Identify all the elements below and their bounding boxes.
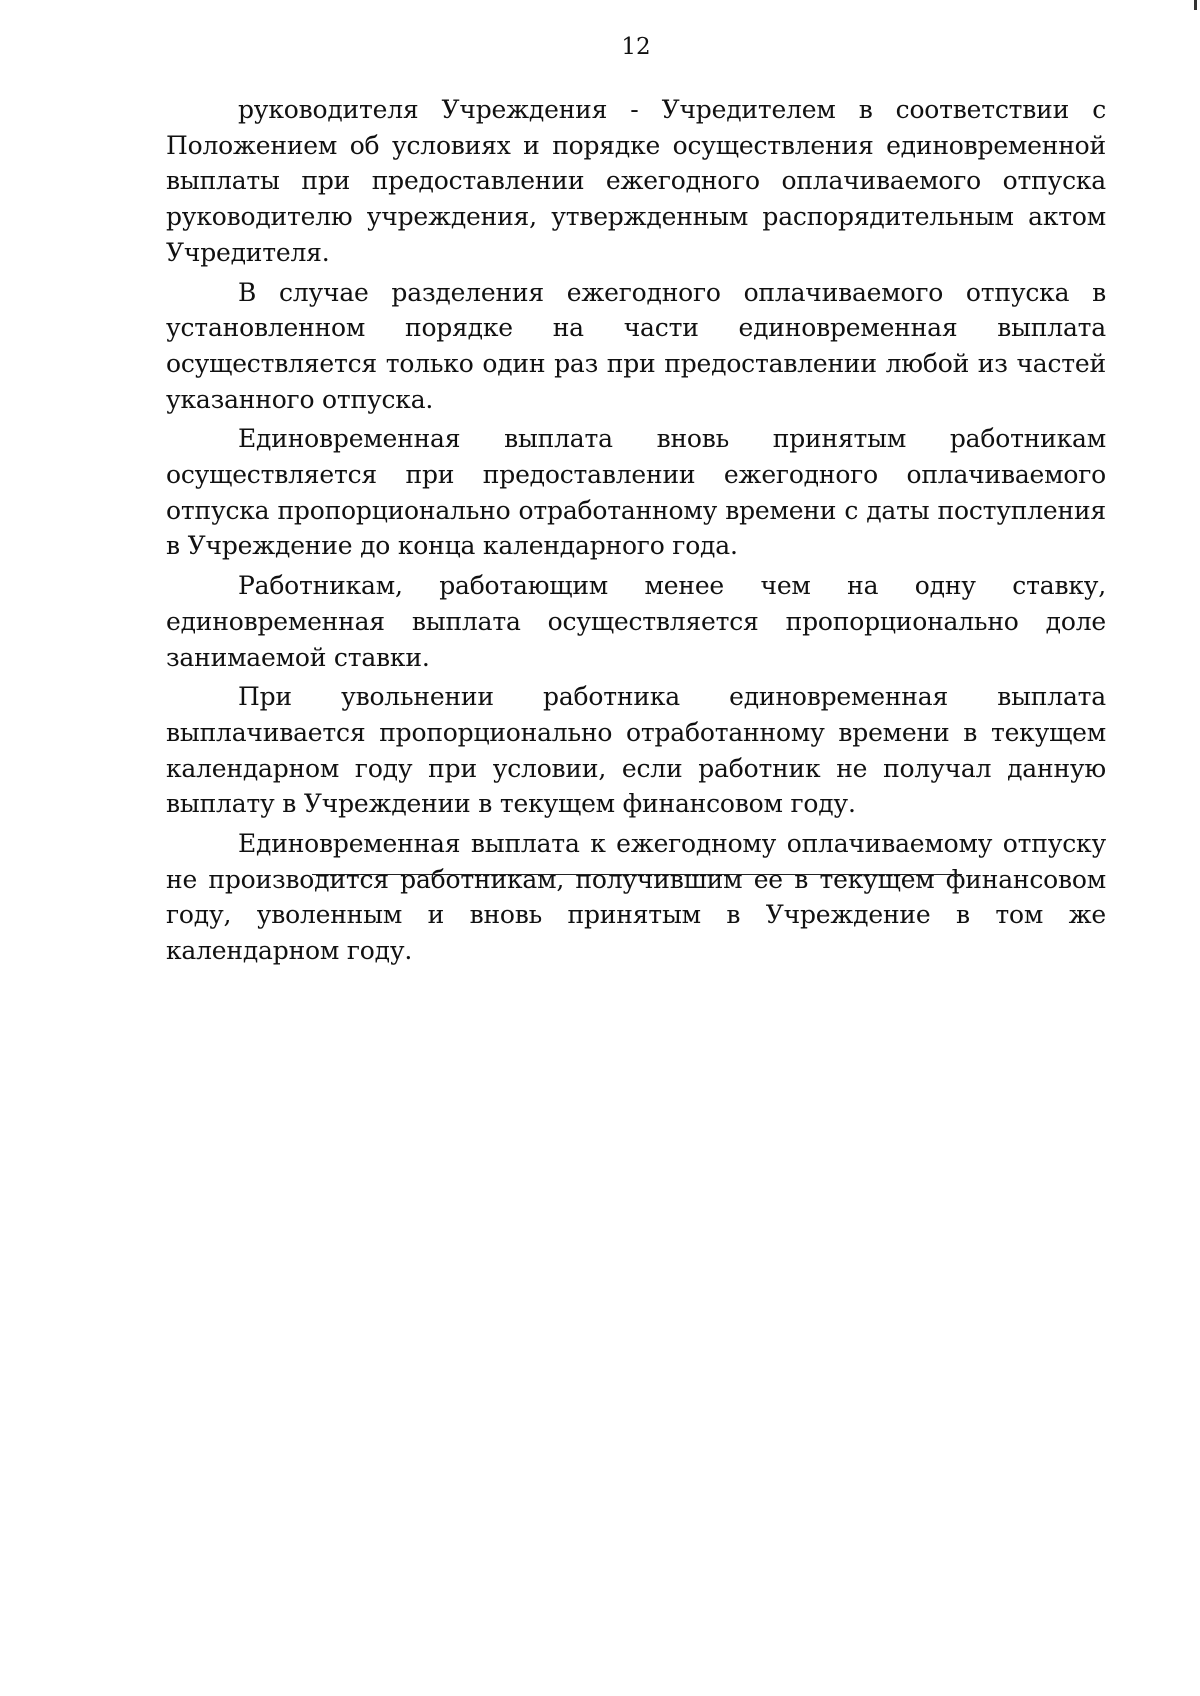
paragraph-part-time: Работникам, работающим менее чем на одну ставку, единовременная выплата осуществляется пропорционально доле занимаемой ставки. [166, 571, 1106, 672]
paragraph-dismissal: При увольнении работника единовременная выплата выплачивается пропорционально отработанному времени в текущем календарном году при условии, если работник не получал данную выплату в Учреждении в текущем финансовом году. [166, 682, 1106, 819]
paragraph-split-leave: В случае разделения ежегодного оплачиваемого отпуска в установленном порядке на части единовременная выплата осуществляется только один раз при предоставлении любой из частей указанного отпуска. [166, 277, 1106, 414]
end-of-document-rule [312, 874, 962, 875]
page-number: 12 [621, 34, 651, 60]
scan-edge-mark [1194, 0, 1197, 10]
paragraph-new-employees: Единовременная выплата вновь принятым работникам осуществляется при предоставлении ежегодного оплачиваемого отпуска пропорционально отработанному времени с даты поступления в Учреждение до конца календарного года. [166, 424, 1106, 561]
paragraph-not-paid: Единовременная выплата к ежегодному оплачиваемому отпуску не производится работникам, получившим ее в текущем финансовом году, уволенным и вновь принятым в Учреждение в том же календарном году. [166, 829, 1106, 966]
document-body [166, 92, 1106, 973]
paragraph-continuation: руководителя Учреждения - Учредителем в соответствии с Положением об условиях и порядке осуществления единовременной выплаты при предоставлении ежегодного оплачиваемого отпуска руководителю учреждения, утвержденным распорядительным актом Учредителя. [166, 95, 1106, 267]
